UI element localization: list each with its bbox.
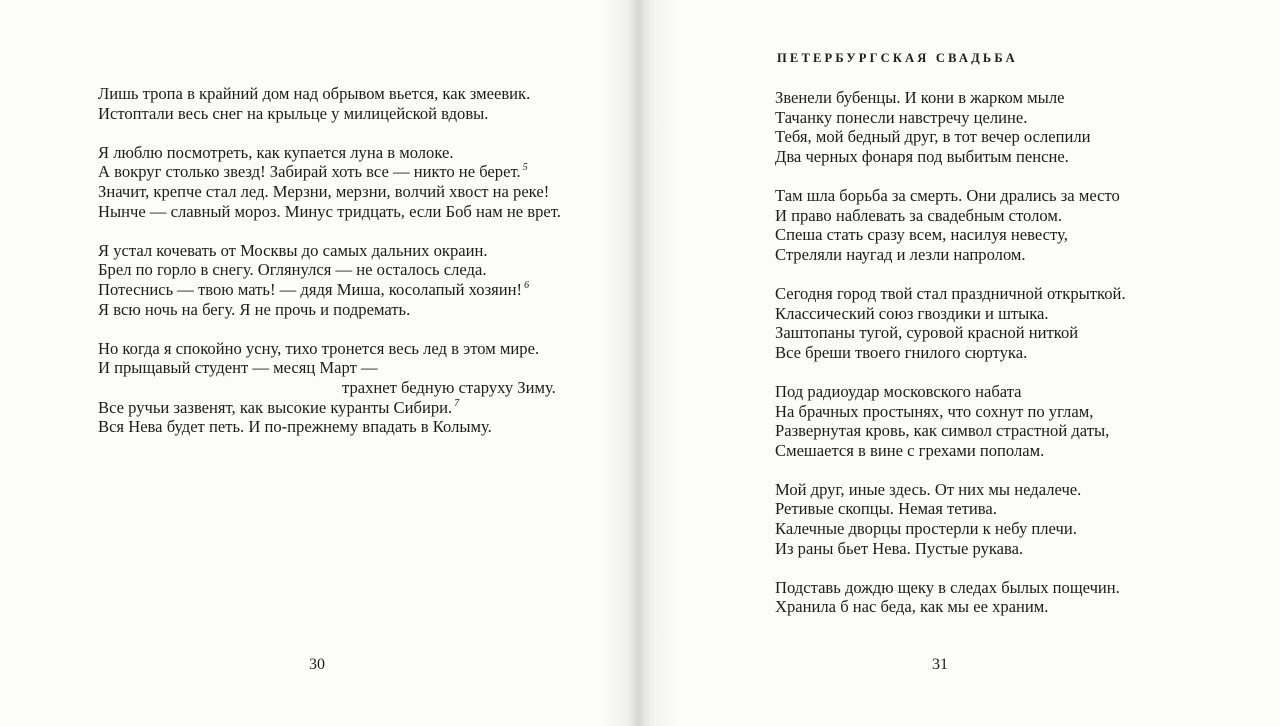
line-text: Я всю ночь на бегу. Я не прочь и подремать. [98,299,411,319]
poem-title: ПЕТЕРБУРГСКАЯ СВАДЬБА [777,51,1018,65]
line-text: И прыщавый студент — месяц Март — [98,358,378,378]
poem-line [775,499,1126,519]
stanza [98,143,561,221]
line-text: А вокруг столько звезд! Забирай хоть все — никто не берет. [98,162,521,182]
page-number-right: 31 [932,656,948,673]
line-text: Стреляли наугад и лезли напролом. [775,244,1026,264]
poem-line [98,398,561,418]
stanza [98,84,561,123]
poem-line [775,382,1126,402]
poem-line [775,245,1126,265]
poem-line [98,300,561,320]
line-text: Все ручьи зазвенят, как высокие куранты Сибири. [98,397,453,417]
line-text: Классический союз гвоздики и штыка. [775,303,1049,323]
line-text: Значит, крепче стал лед. Мерзни, мерзни, волчий хвост на реке! [98,181,550,201]
line-text: Там шла борьба за смерть. Они дрались за место [775,185,1120,205]
stanza [775,88,1126,166]
page-number-left: 30 [309,656,325,673]
poem-line [775,206,1126,226]
poem-line [775,343,1126,363]
poem-line [775,147,1126,167]
poem-line [775,304,1126,324]
line-text: Два черных фонаря под выбитым пенсне. [775,146,1069,166]
poem-line [775,186,1126,206]
line-text: Я люблю посмотреть, как купается луна в молоке. [98,142,454,162]
poem-line [98,260,561,280]
line-text: Ретивые скопцы. Немая тетива. [775,499,997,519]
poem-line [98,339,561,359]
poem-line [775,225,1126,245]
line-text: Под радиоудар московского набата [775,381,1022,401]
line-text: Из раны бьет Нева. Пустые рукава. [775,538,1024,558]
line-text: Заштопаны тугой, суровой красной ниткой [775,323,1079,343]
poem-line [98,182,561,202]
poem-line [775,519,1126,539]
line-text: Тебя, мой бедный друг, в тот вечер ослепили [775,127,1091,147]
poem-line [775,539,1126,559]
line-text: Спеша стать сразу всем, насилуя невесту, [775,225,1068,245]
stanza [98,241,561,319]
line-text: Звенели бубенцы. И кони в жарком мыле [775,88,1065,107]
poem-line [775,88,1126,108]
stanza [775,186,1126,264]
footnote-marker: 7 [454,397,460,409]
line-text: Я устал кочевать от Москвы до самых дальних окраин. [98,240,488,260]
poem-line [98,202,561,222]
line-text: Нынче — славный мороз. Минус тридцать, если Боб нам не врет. [98,201,561,221]
line-text: На брачных простынях, что сохнут по углам, [775,401,1094,421]
poem-line [775,127,1126,147]
footnote-marker: 5 [522,162,528,174]
poem-line [775,480,1126,500]
line-text: Но когда я спокойно усну, тихо тронется весь лед в этом мире. [98,338,540,358]
poem-line [98,417,561,437]
poem-line [775,597,1126,617]
poem-line [775,108,1126,128]
stanza [98,339,561,437]
line-text: Калечные дворцы простерли к небу плечи. [775,519,1077,539]
poem-line [98,241,561,261]
line-text: Потеснись — твою мать! — дядя Миша, косолапый хозяин! [98,279,523,299]
right-poem-text [775,88,1126,637]
poem-line [98,162,561,182]
line-text: Мой друг, иные здесь. От них мы недалече. [775,479,1082,499]
line-text: Истоптали весь снег на крыльце у милицейской вдовы. [98,103,489,123]
line-text: Все бреши твоего гнилого сюртука. [775,342,1028,362]
poem-line [775,578,1126,598]
poem-line [775,421,1126,441]
poem-line [775,323,1126,343]
line-text: Тачанку понесли навстречу целине. [775,107,1028,127]
poem-line [98,358,561,378]
line-text: Вся Нева будет петь. И по-прежнему впадать в Колыму. [98,417,492,437]
stanza [775,284,1126,362]
poem-line [98,143,561,163]
poem-line [775,284,1126,304]
line-text: И право наблевать за свадебным столом. [775,205,1063,225]
line-text: Развернутая кровь, как символ страстной даты, [775,421,1110,441]
poem-line [98,280,561,300]
stanza [775,578,1126,617]
line-text: Лишь тропа в крайний дом над обрывом вьется, как змеевик. [98,84,531,103]
poem-line [98,84,561,104]
line-text: Подставь дождю щеку в следах былых пощечин. [775,577,1120,597]
line-text: Сегодня город твой стал праздничной открыткой. [775,283,1126,303]
line-text: трахнет бедную старуху Зиму. [342,377,556,397]
line-text: Смешается в вине с грехами пополам. [775,440,1045,460]
poem-line [98,104,561,124]
line-text: Хранила б нас беда, как мы ее храним. [775,597,1049,617]
poem-line [775,441,1126,461]
left-poem-text [98,84,561,456]
footnote-marker: 6 [524,279,530,291]
stanza [775,382,1126,460]
stanza [775,480,1126,558]
poem-line [775,402,1126,422]
poem-line [98,378,561,398]
line-text: Брел по горло в снегу. Оглянулся — не осталось следа. [98,260,487,280]
